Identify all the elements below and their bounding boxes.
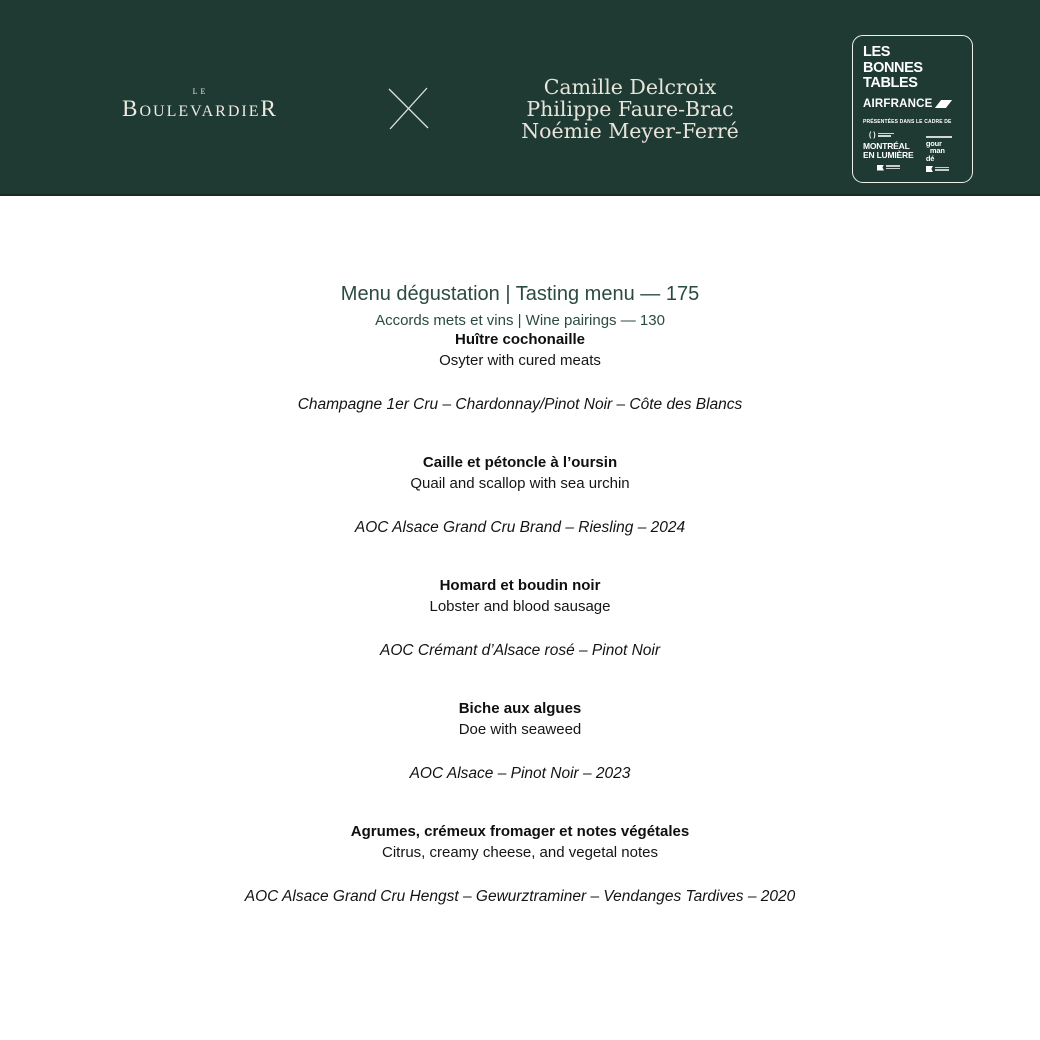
course-name-en: Lobster and blood sausage — [429, 598, 611, 615]
course-item — [0, 576, 1040, 661]
wine-pairing: AOC Alsace Grand Cru Brand – Riesling – 2024 — [354, 519, 686, 536]
bank-partner-logo — [877, 165, 922, 171]
header-banner — [0, 0, 1040, 196]
bank-partner-logo-small — [926, 166, 962, 172]
course-name-en: Osyter with cured meats — [439, 352, 601, 369]
flag-icon — [877, 165, 884, 171]
course-name-fr: Biche aux algues — [458, 700, 582, 717]
collaboration-x-icon — [386, 86, 431, 136]
menu-subtitle: Accords mets et vins | Wine pairings — 130 — [375, 312, 665, 329]
chef-names — [505, 76, 755, 142]
flag-icon — [926, 166, 933, 172]
les-bonnes-tables-badge — [852, 35, 973, 183]
menu-title: Menu dégustation | Tasting menu — 175 — [340, 283, 700, 305]
air-france-logo: AIRFRANCE — [863, 98, 962, 110]
montreal-en-lumiere-logo: MONTRÉAL EN LUMIÈRE — [863, 140, 914, 160]
festival-mini-logo: ( ) — [869, 132, 922, 139]
tasting-menu — [0, 282, 1040, 907]
restaurant-logo-name: BoulevardieR — [122, 96, 278, 121]
restaurant-logo — [113, 87, 285, 121]
course-name-fr: Agrumes, crémeux fromager et notes végétales — [350, 823, 690, 840]
wine-pairing: AOC Alsace – Pinot Noir – 2023 — [409, 765, 631, 782]
course-name-fr: Homard et boudin noir — [439, 577, 601, 594]
gourmand-logo: gour man dé — [926, 136, 962, 173]
badge-tagline: PRÉSENTÉES DANS LE CADRE DE — [863, 118, 952, 125]
course-name-fr: Huître cochonaille — [454, 331, 586, 348]
wine-pairing: AOC Crémant d’Alsace rosé – Pinot Noir — [380, 642, 660, 659]
course-name-en: Quail and scallop with sea urchin — [410, 475, 630, 492]
chef-name: Noémie Meyer-Ferré — [521, 119, 739, 143]
course-name-en: Citrus, creamy cheese, and vegetal notes — [382, 844, 658, 861]
partner-logos — [863, 130, 962, 173]
wine-pairing: AOC Alsace Grand Cru Hengst – Gewurztraminer – Vendanges Tardives – 2020 — [244, 888, 796, 905]
course-name-fr: Caille et pétoncle à l’oursin — [422, 454, 618, 471]
course-item — [0, 330, 1040, 415]
course-item — [0, 822, 1040, 907]
badge-title: LES BONNES TABLES — [863, 44, 923, 91]
course-item — [0, 699, 1040, 784]
chef-name: Philippe Faure-Brac — [526, 97, 734, 121]
air-france-swoosh-icon — [934, 100, 951, 108]
course-item — [0, 453, 1040, 538]
wine-pairing: Champagne 1er Cru – Chardonnay/Pinot Noir – Côte des Blancs — [297, 396, 743, 413]
restaurant-logo-le: LE — [192, 87, 209, 96]
chef-name: Camille Delcroix — [543, 75, 717, 99]
course-name-en: Doe with seaweed — [458, 721, 582, 738]
